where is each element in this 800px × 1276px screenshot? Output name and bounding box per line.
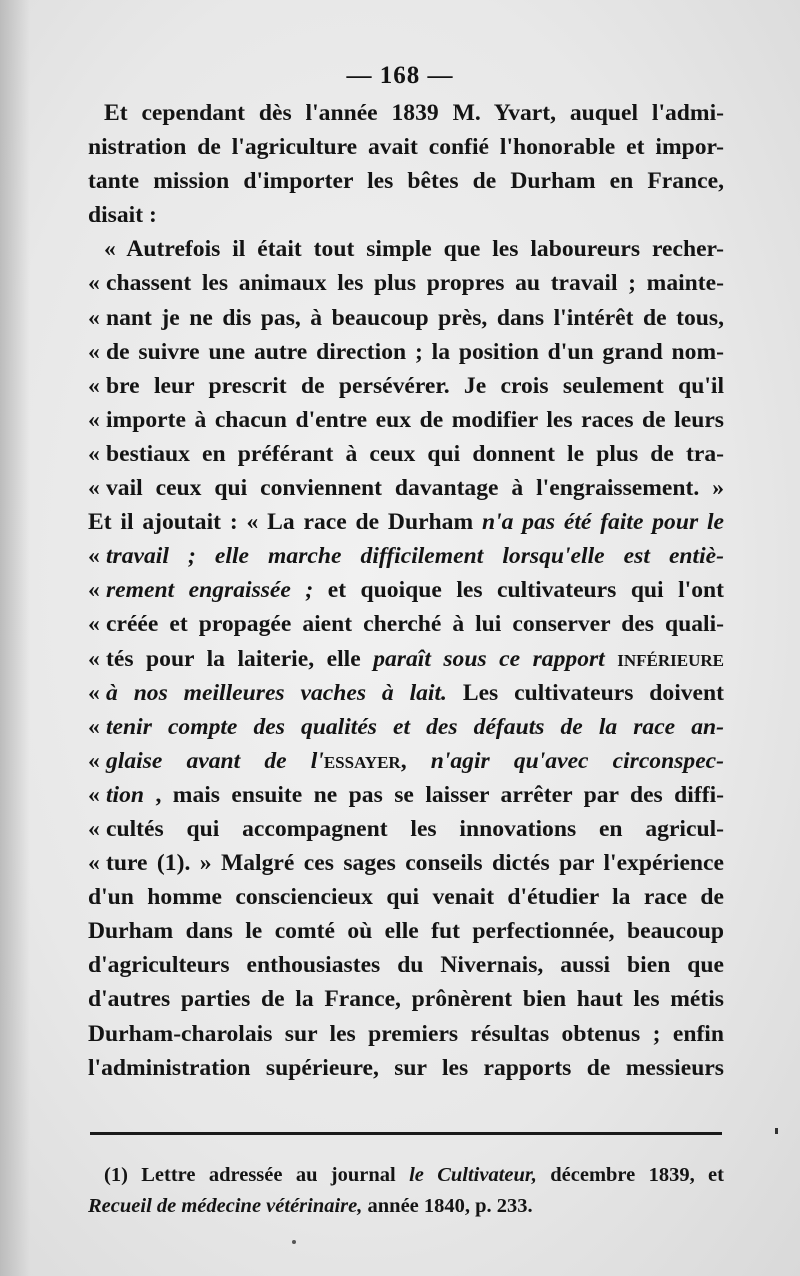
quote-line: « bre leur prescrit de persévérer. Je crois seulement qu'il: [88, 369, 724, 403]
quote-mark: «: [88, 304, 100, 331]
quote-mark: «: [88, 270, 100, 297]
quote-mark: «: [88, 406, 100, 433]
text-line: tante mission d'importer les bêtes de Durham en France,: [88, 168, 724, 195]
quote-mark: «: [88, 713, 100, 740]
quote-line: « de suivre une autre direction ; la position d'un grand nom-: [88, 335, 724, 369]
quote-line: « créée et propagée aient cherché à lui conserver des quali-: [88, 607, 724, 641]
quote-mark: «: [88, 679, 100, 706]
quote-line: « tenir compte des qualités et des défauts de la race an-: [88, 710, 724, 744]
text-line: d'autres parties de la France, prônèrent bien haut les métis: [88, 986, 724, 1013]
quote-mark: «: [88, 815, 100, 842]
quote-mark: «: [88, 372, 100, 399]
quote-mark: «: [88, 440, 100, 467]
footnote-rule: [90, 1132, 722, 1135]
quote-line: « bestiaux en préférant à ceux qui donnent le plus de tra-: [88, 437, 724, 471]
text-line: l'administration supérieure, sur les rapports de messieurs: [88, 1054, 724, 1081]
quote-line: « rement engraissée ; et quoique les cultivateurs qui l'ont: [88, 573, 724, 607]
text-line: Durham-charolais sur les premiers résultas obtenus ; enfin: [88, 1020, 724, 1047]
quote-mark: «: [88, 850, 100, 877]
text-line: Durham dans le comté où elle fut perfectionnée, beaucoup: [88, 918, 724, 945]
quote-mark: «: [88, 577, 100, 604]
text-line: d'agriculteurs enthousiastes du Nivernais, aussi bien que: [88, 952, 724, 979]
page-gutter-shadow: [0, 0, 30, 1276]
quote-line: « importe à chacun d'entre eux de modifier les races de leurs: [88, 403, 724, 437]
footnote-line: (1) Lettre adressée au journal le Cultivateur, décembre 1839, et: [104, 1164, 724, 1186]
print-speck: [292, 1240, 296, 1244]
page-number: — 168 —: [346, 62, 454, 89]
quote-mark: «: [88, 747, 100, 774]
text-line: disait :: [88, 202, 157, 229]
quote-line: « glaise avant de l'essayer, n'agir qu'avec circonspec-: [88, 744, 724, 778]
quote-line: « vail ceux qui conviennent davantage à l'engraissement. »: [88, 471, 724, 505]
main-text: [88, 96, 724, 1085]
quote-line: « travail ; elle marche difficilement lorsqu'elle est entiè-: [88, 539, 724, 573]
quote-line: « chassent les animaux les plus propres au travail ; mainte-: [88, 266, 724, 300]
quote-line: « à nos meilleures vaches à lait. Les cultivateurs doivent: [88, 676, 724, 710]
quote-line: « Autrefois il était tout simple que les laboureurs recher-: [104, 236, 724, 263]
quote-mark: «: [88, 645, 100, 672]
quote-line: « tion , mais ensuite ne pas se laisser arrêter par des diffi-: [88, 778, 724, 812]
text-line: d'un homme consciencieux qui venait d'étudier la race de: [88, 884, 724, 911]
footnotes: [88, 1160, 724, 1222]
text-line: nistration de l'agriculture avait confié l'honorable et impor-: [88, 134, 724, 161]
margin-mark: [775, 1128, 778, 1134]
footnote-line: Recueil de médecine vétérinaire, année 1840, p. 233.: [88, 1195, 533, 1217]
quote-mark: «: [88, 611, 100, 638]
quote-line: « tés pour la laiterie, elle paraît sous ce rapport inférieure: [88, 642, 724, 676]
quote-line: « nant je ne dis pas, à beaucoup près, dans l'intérêt de tous,: [88, 301, 724, 335]
quote-line: « cultés qui accompagnent les innovations en agricul-: [88, 812, 724, 846]
text-line: Et il ajoutait : « La race de Durham n'a pas été faite pour le: [88, 509, 724, 536]
text-line: Et cependant dès l'année 1839 M. Yvart, auquel l'admi-: [104, 100, 724, 126]
quote-mark: «: [88, 475, 100, 502]
quote-mark: «: [88, 543, 100, 570]
quote-mark: «: [88, 338, 100, 365]
quote-line: « ture (1). » Malgré ces sages conseils dictés par l'expérience: [88, 846, 724, 880]
quote-mark: «: [88, 781, 100, 808]
